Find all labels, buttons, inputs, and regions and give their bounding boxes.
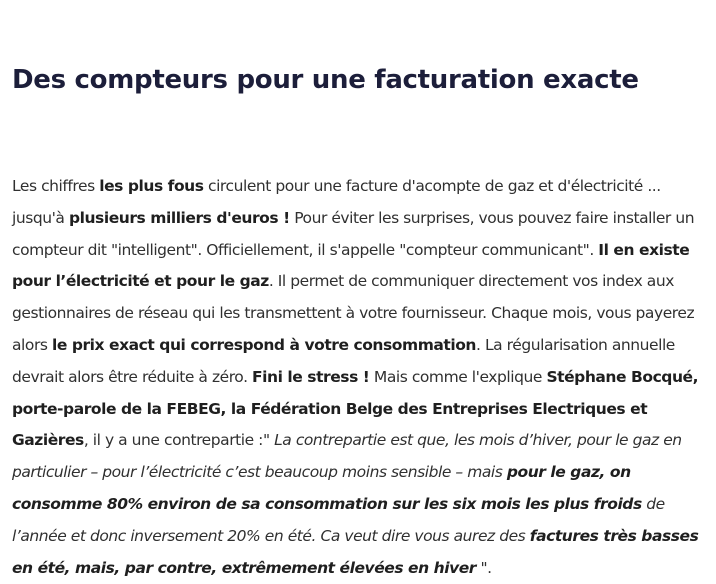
- bold-text-segment: Stéphane Bocqué, porte-parole de la FEBEG, la Fédération Belge des Entreprises Electriques et Gazières: [12, 367, 699, 450]
- quote-segment: La contrepartie est que, les mois d’hiver, pour le gaz en particulier – pour l’électricité c’est beaucoup moins sensible – mais: [12, 431, 682, 482]
- text-segment: Les chiffres: [12, 177, 100, 195]
- bold-text-segment: le prix exact qui correspond à votre consommation: [51, 335, 477, 354]
- text-segment: , il y a une contrepartie :": [83, 431, 275, 450]
- bold-text-segment: Fini le stress !: [252, 367, 370, 386]
- bold-quote-segment: factures très basses en été, mais, par contre, extrêmement élevées en hiver: [12, 526, 699, 577]
- article-paragraph: [12, 171, 709, 584]
- text-segment: circulent pour une facture d'acompte de gaz et d'électricité ... jusqu'à: [12, 177, 661, 227]
- bold-text-segment: plusieurs milliers d'euros !: [68, 208, 290, 227]
- bold-text-segment: les plus fous: [99, 177, 204, 195]
- quote-segment: de l’année et donc inversement 20% en été. Ca veut dire vous aurez des: [12, 494, 665, 545]
- text-segment: . Il permet de communiquer directement vos index aux gestionnaires de réseau qui les transmettent à votre fournisseur. Chaque mois, vous payerez alors: [12, 272, 695, 354]
- text-segment: Mais comme l'explique: [369, 367, 547, 386]
- article-heading: Des compteurs pour une facturation exacte: [12, 65, 639, 95]
- text-segment: ".: [476, 558, 492, 577]
- text-segment: Pour éviter les surprises, vous pouvez faire installer un compteur dit "intelligent". Officiellement, il s'appelle "compteur communicant".: [12, 208, 695, 259]
- bold-text-segment: Il en existe pour l’électricité et pour le gaz: [12, 240, 690, 291]
- text-segment: . La régularisation annuelle devrait alors être réduite à zéro.: [12, 335, 675, 386]
- bold-quote-segment: pour le gaz, on consomme 80% environ de sa consommation sur les six mois les plus froids: [12, 463, 642, 513]
